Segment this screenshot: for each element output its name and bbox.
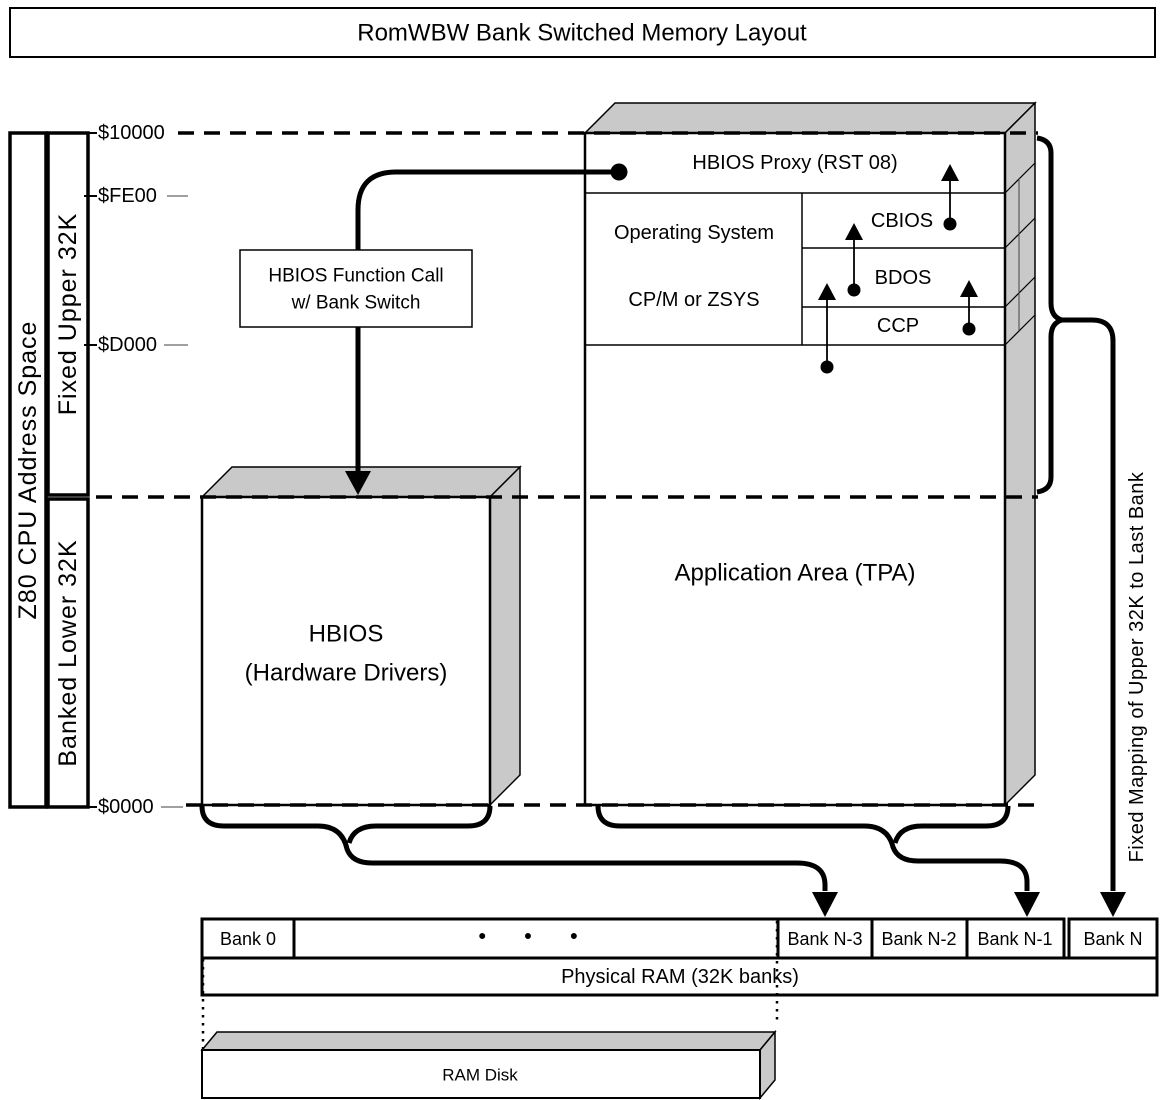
bank-n-connector xyxy=(1062,320,1113,891)
function-call-line2: w/ Bank Switch xyxy=(291,292,421,314)
addr-d000: $D000 xyxy=(98,334,157,356)
hbios-label-line1: HBIOS xyxy=(308,620,384,648)
arrowhead-down-icon xyxy=(812,892,838,917)
bank-n1-label: Bank N-1 xyxy=(977,929,1053,949)
os-label-line2: CP/M or ZSYS xyxy=(628,289,760,311)
upper32k-brace xyxy=(1037,138,1113,891)
hbios-brace-and-connector xyxy=(202,806,825,891)
bank-n2-label: Bank N-2 xyxy=(881,929,957,949)
addr-fe00: $FE00 xyxy=(98,185,157,207)
z80-address-space-label: Z80 CPU Address Space xyxy=(14,320,42,620)
bank-n3-label: Bank N-3 xyxy=(787,929,863,949)
arrowhead-down-icon xyxy=(1014,892,1040,917)
ramdisk-label: RAM Disk xyxy=(442,1065,518,1085)
cbios-label: CBIOS xyxy=(870,210,934,232)
junction-dot xyxy=(611,164,628,181)
os-box-top-face xyxy=(585,103,1035,133)
physical-ram-label: Physical RAM (32K banks) xyxy=(561,966,799,988)
banked-lower-label: Banked Lower 32K xyxy=(54,539,82,767)
arrowhead-down-icon xyxy=(1100,892,1126,917)
function-call-line1: HBIOS Function Call xyxy=(268,265,444,287)
hbios-box-right-face xyxy=(490,467,520,805)
hbios-box xyxy=(202,497,490,805)
ramdisk-top-face xyxy=(202,1032,775,1050)
os-label-line1: Operating System xyxy=(613,222,775,244)
os-box-right-face xyxy=(1005,103,1035,805)
function-call-box xyxy=(240,250,472,327)
bank0-label: Bank 0 xyxy=(219,929,277,949)
fixed-upper-label: Fixed Upper 32K xyxy=(54,212,82,416)
bank-n-label: Bank N xyxy=(1083,929,1143,949)
brace-right xyxy=(1037,138,1062,492)
addr-0000: $0000 xyxy=(98,796,154,818)
tpa-label: Application Area (TPA) xyxy=(674,559,916,587)
bank-mapping-braces xyxy=(202,806,1027,891)
addr-10000: $10000 xyxy=(98,122,165,144)
bdos-label: BDOS xyxy=(874,267,932,289)
hbios-brace-right-half xyxy=(349,806,490,843)
ccp-label: CCP xyxy=(876,315,920,337)
page-title: RomWBW Bank Switched Memory Layout xyxy=(357,19,807,47)
hbios-label-line2: (Hardware Drivers) xyxy=(244,659,448,687)
fixed-mapping-note: Fixed Mapping of Upper 32K to Last Bank xyxy=(1126,471,1148,863)
tpa-brace-right-half xyxy=(895,806,1008,843)
address-ticks xyxy=(84,133,188,807)
hbios-proxy-label: HBIOS Proxy (RST 08) xyxy=(692,152,898,174)
bank-ellipsis: • • • xyxy=(478,923,594,949)
tpa-brace-and-connector xyxy=(598,806,1027,891)
